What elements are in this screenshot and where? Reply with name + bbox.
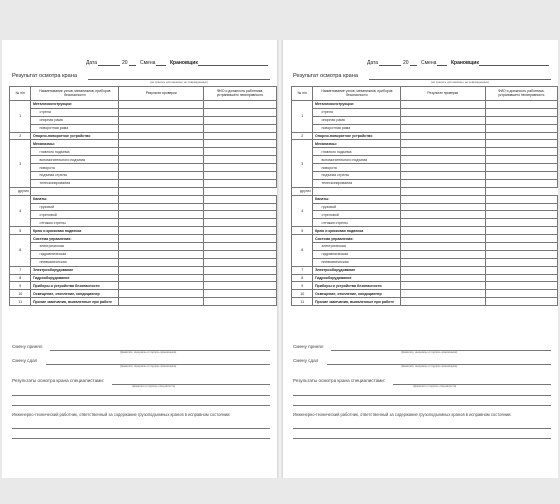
- row-number: 9: [10, 282, 31, 290]
- result-cell[interactable]: [119, 298, 204, 306]
- specialist-result-label: Результаты осмотра крана специалистами:: [12, 378, 105, 383]
- table-row: [292, 258, 558, 266]
- row-number: 9: [292, 282, 313, 290]
- engineer-label: Инженерно-технический работник, ответственный за содержание грузоподъемных кранов в исправном состоянии:: [293, 412, 512, 417]
- table-row: [292, 179, 558, 187]
- row-number: 4: [10, 195, 31, 227]
- table-row: [292, 290, 558, 298]
- row-item-label: Металлоконструкции:: [313, 101, 401, 109]
- result-cell[interactable]: [119, 274, 204, 282]
- table-row: [10, 156, 277, 164]
- table-row: [10, 179, 277, 187]
- table-row: [292, 211, 558, 219]
- row-item-label: стреловой: [31, 211, 119, 219]
- person-cell[interactable]: [485, 211, 557, 219]
- row-item-label: телескопирования: [31, 179, 119, 187]
- result-cell[interactable]: [401, 179, 485, 187]
- table-row: [292, 164, 558, 172]
- result-cell[interactable]: [401, 266, 485, 274]
- person-cell[interactable]: [485, 282, 557, 290]
- result-cell[interactable]: [401, 290, 485, 298]
- shift-received-hint: (фамилия, инициалы и подпись крановщика): [401, 351, 458, 354]
- table-row: [10, 101, 277, 109]
- result-cell[interactable]: [119, 243, 204, 251]
- person-cell[interactable]: [204, 101, 277, 109]
- result-cell[interactable]: [401, 116, 485, 124]
- person-cell[interactable]: [485, 195, 557, 203]
- person-cell[interactable]: [485, 140, 557, 148]
- shift-field[interactable]: [437, 59, 447, 66]
- person-cell[interactable]: [119, 187, 204, 195]
- col-name-header: Наименование узлов, механизмов, приборов безопасности: [31, 87, 119, 101]
- date-field[interactable]: [379, 59, 401, 66]
- result-cell[interactable]: [401, 274, 485, 282]
- result-cell[interactable]: [401, 172, 485, 180]
- shift-label: Смена: [421, 60, 437, 66]
- engineer-line-2[interactable]: [293, 438, 551, 439]
- result-cell[interactable]: [401, 132, 485, 140]
- person-cell[interactable]: [485, 148, 557, 156]
- row-item-label: Электрооборудование: [313, 266, 401, 274]
- person-cell[interactable]: [204, 274, 277, 282]
- person-cell[interactable]: [485, 101, 557, 109]
- result-cell[interactable]: [401, 298, 485, 306]
- inspection-table: [291, 86, 558, 306]
- person-cell[interactable]: [204, 227, 277, 235]
- specialist-line-2[interactable]: [12, 395, 270, 396]
- row-number: 5: [10, 227, 31, 235]
- row-number: 11: [292, 298, 313, 306]
- inspection-subtitle: (не хранить для машины, не поврежденных): [150, 80, 208, 84]
- row-number: 10: [10, 290, 31, 298]
- table-row: [292, 108, 558, 116]
- table-row: [292, 219, 558, 227]
- person-cell[interactable]: [204, 164, 277, 172]
- col-result-header: Результат проверки: [401, 87, 485, 101]
- operator-label: Крановщик: [451, 60, 479, 66]
- result-cell[interactable]: [119, 132, 204, 140]
- row-item-label: Система управления:: [31, 235, 119, 243]
- inspection-title: Результат осмотра крана: [12, 73, 77, 79]
- inspection-subtitle: (не хранить для машины, не поврежденных): [431, 80, 489, 84]
- person-cell[interactable]: [485, 124, 557, 132]
- year-field[interactable]: [410, 59, 417, 66]
- person-cell[interactable]: [485, 219, 557, 227]
- page-header: [2, 60, 277, 70]
- row-number: 1: [292, 101, 313, 133]
- result-cell[interactable]: [401, 250, 485, 258]
- person-cell[interactable]: [485, 235, 557, 243]
- table-row: [10, 108, 277, 116]
- person-cell[interactable]: [204, 108, 277, 116]
- person-cell[interactable]: [485, 203, 557, 211]
- shift-handed-label: Смену сдал: [293, 358, 319, 363]
- table-row: [10, 148, 277, 156]
- table-row: [10, 290, 277, 298]
- col-person-header: ФИО и должность работника, устранившего неисправность: [204, 87, 277, 101]
- operator-field[interactable]: [198, 59, 268, 66]
- inspection-title: Результат осмотра крана: [293, 73, 358, 79]
- row-item-label: гидравлическая: [313, 250, 401, 258]
- result-cell[interactable]: [401, 195, 485, 203]
- result-cell[interactable]: [119, 258, 204, 266]
- person-cell[interactable]: [204, 290, 277, 298]
- person-cell[interactable]: [204, 132, 277, 140]
- result-cell[interactable]: [119, 116, 204, 124]
- table-row: [10, 140, 277, 148]
- row-item-label: Прочие замечания, выявленные при работе: [313, 298, 401, 306]
- row-item-label: телескопирования: [313, 179, 401, 187]
- result-cell[interactable]: [401, 156, 485, 164]
- table-row: [10, 164, 277, 172]
- table-row: [292, 235, 558, 243]
- row-number: 4: [292, 195, 313, 227]
- engineer-line-1[interactable]: [12, 428, 270, 429]
- row-item-label: главного подъема: [31, 148, 119, 156]
- result-cell[interactable]: [119, 148, 204, 156]
- row-item-label: Опорно-поворотное устройство: [313, 132, 401, 140]
- table-row: [10, 298, 277, 306]
- table-row: [292, 156, 558, 164]
- row-item-label: Механизмы:: [31, 140, 119, 148]
- row-item-label: стрела: [31, 108, 119, 116]
- row-number: 6: [292, 235, 313, 267]
- row-item-label: вспомогательного подъема: [31, 156, 119, 164]
- row-item-label: подъема стрелы: [31, 172, 119, 180]
- col-num-header: № п/п: [10, 87, 31, 101]
- row-item-label: Механизмы:: [313, 140, 401, 148]
- operator-label: Крановщик: [170, 60, 198, 66]
- shift-field[interactable]: [156, 59, 166, 66]
- result-cell[interactable]: [119, 290, 204, 298]
- row-number: 6: [10, 235, 31, 267]
- row-number: 3: [292, 140, 313, 187]
- result-cell[interactable]: [119, 203, 204, 211]
- row-number: 7: [10, 266, 31, 274]
- table-row: [10, 250, 277, 258]
- table-row: [292, 203, 558, 211]
- row-item-label: стрела: [313, 108, 401, 116]
- table-row: [292, 148, 558, 156]
- year-field[interactable]: [129, 59, 136, 66]
- col-name-header: Наименование узлов, механизмов, приборов безопасности: [313, 87, 401, 101]
- person-cell[interactable]: [485, 298, 557, 306]
- person-cell[interactable]: [485, 132, 557, 140]
- table-row: [10, 227, 277, 235]
- row-item-label: Канаты:: [31, 195, 119, 203]
- specialist-result-label: Результаты осмотра крана специалистами:: [293, 378, 386, 383]
- person-cell[interactable]: [204, 298, 277, 306]
- result-cell[interactable]: [119, 140, 204, 148]
- table-row: [10, 258, 277, 266]
- row-item-label: Металлоконструкции:: [31, 101, 119, 109]
- result-cell[interactable]: [401, 140, 485, 148]
- table-row: [10, 132, 277, 140]
- person-cell[interactable]: [204, 235, 277, 243]
- row-item-label: электрическая: [31, 243, 119, 251]
- person-cell[interactable]: [485, 243, 557, 251]
- row-number: 7: [292, 266, 313, 274]
- row-item-label: вспомогательного подъема: [313, 156, 401, 164]
- row-item-label: Приборы и устройства безопасности: [31, 282, 119, 290]
- result-cell[interactable]: [401, 235, 485, 243]
- row-number: 11: [10, 298, 31, 306]
- row-item-label: поворотная рама: [313, 124, 401, 132]
- engineer-label: Инженерно-технический работник, ответственный за содержание грузоподъемных кранов в исправном состоянии:: [12, 412, 231, 417]
- row-number: 5: [292, 227, 313, 235]
- table-row: [292, 195, 558, 203]
- person-cell[interactable]: [485, 172, 557, 180]
- person-cell[interactable]: [401, 187, 485, 195]
- person-cell[interactable]: [485, 266, 557, 274]
- date-field[interactable]: [98, 59, 120, 66]
- operator-field[interactable]: [479, 59, 549, 66]
- table-row: [10, 274, 277, 282]
- row-item-label: Крюк и крюковая подвеска: [31, 227, 119, 235]
- person-cell[interactable]: [485, 179, 557, 187]
- table-row: [292, 101, 558, 109]
- person-cell[interactable]: [204, 179, 277, 187]
- row-number: 3: [10, 140, 31, 187]
- row-item-label: оттяжки стрелы: [313, 219, 401, 227]
- result-cell[interactable]: [401, 219, 485, 227]
- result-cell[interactable]: [119, 108, 204, 116]
- row-item-label: электрическая: [313, 243, 401, 251]
- person-cell[interactable]: [204, 203, 277, 211]
- result-cell[interactable]: [401, 203, 485, 211]
- table-row: [292, 282, 558, 290]
- row-item-label: Гидрооборудование: [313, 274, 401, 282]
- person-cell[interactable]: [204, 282, 277, 290]
- person-cell[interactable]: [485, 227, 557, 235]
- result-cell[interactable]: [119, 282, 204, 290]
- result-cell[interactable]: [401, 124, 485, 132]
- row-item-label: грузовой: [313, 203, 401, 211]
- result-cell[interactable]: [313, 187, 401, 195]
- row-number: 2: [292, 132, 313, 140]
- row-item-label: Прочие замечания, выявленные при работе: [31, 298, 119, 306]
- row-item-label: Опорно-поворотное устройство: [31, 132, 119, 140]
- table-row: [10, 172, 277, 180]
- table-row: [10, 187, 277, 195]
- row-item-label: других: [10, 187, 31, 195]
- person-cell[interactable]: [204, 124, 277, 132]
- row-item-label: опорная рама: [313, 116, 401, 124]
- person-cell[interactable]: [485, 108, 557, 116]
- shift-handed-label: Смену сдал: [12, 358, 38, 363]
- result-cell[interactable]: [401, 258, 485, 266]
- table-row: [292, 274, 558, 282]
- result-cell[interactable]: [119, 156, 204, 164]
- row-item-label: Электрооборудование: [31, 266, 119, 274]
- result-cell[interactable]: [401, 101, 485, 109]
- engineer-line-2[interactable]: [12, 438, 270, 439]
- table-row: [10, 211, 277, 219]
- table-row: [292, 116, 558, 124]
- table-row: [10, 243, 277, 251]
- result-cell[interactable]: [401, 148, 485, 156]
- person-cell[interactable]: [204, 116, 277, 124]
- row-item-label: Крюк и крюковая подвеска: [313, 227, 401, 235]
- person-cell[interactable]: [204, 140, 277, 148]
- table-row: [292, 124, 558, 132]
- table-row: [10, 219, 277, 227]
- specialist-result-hint: (фамилия и подпись специалиста): [132, 385, 176, 388]
- row-item-label: оттяжки стрелы: [31, 219, 119, 227]
- row-number: 2: [10, 132, 31, 140]
- table-row: [292, 266, 558, 274]
- row-number: 8: [10, 274, 31, 282]
- result-cell[interactable]: [119, 124, 204, 132]
- row-item-label: Гидрооборудование: [31, 274, 119, 282]
- result-cell[interactable]: [119, 179, 204, 187]
- row-item-label: пневматическая: [313, 258, 401, 266]
- person-cell[interactable]: [204, 250, 277, 258]
- result-cell[interactable]: [119, 195, 204, 203]
- table-row: [292, 172, 558, 180]
- row-number: 1: [10, 101, 31, 133]
- table-row: [10, 266, 277, 274]
- result-cell[interactable]: [401, 282, 485, 290]
- row-item-label: гидравлическая: [31, 250, 119, 258]
- col-result-header: Результат проверки: [119, 87, 204, 101]
- shift-handed-hint: (фамилия, инициалы и подпись крановщика): [401, 365, 458, 368]
- person-cell[interactable]: [204, 266, 277, 274]
- table-row: [292, 243, 558, 251]
- table-header-row: [292, 87, 558, 101]
- row-item-label: Приборы и устройства безопасности: [313, 282, 401, 290]
- row-number: 8: [292, 274, 313, 282]
- table-row: [10, 282, 277, 290]
- row-item-label: главного подъема: [313, 148, 401, 156]
- inspection-table: [9, 86, 277, 306]
- row-item-label: стреловой: [313, 211, 401, 219]
- table-row: [292, 132, 558, 140]
- result-cell[interactable]: [119, 101, 204, 109]
- right-page: [283, 40, 558, 478]
- person-cell[interactable]: [204, 258, 277, 266]
- specialist-line-2[interactable]: [293, 395, 551, 396]
- page-header: [283, 60, 558, 70]
- year-prefix: 20: [403, 60, 409, 66]
- result-cell[interactable]: [119, 235, 204, 243]
- result-cell[interactable]: [119, 266, 204, 274]
- engineer-line-1[interactable]: [293, 428, 551, 429]
- person-cell[interactable]: [485, 164, 557, 172]
- person-cell[interactable]: [485, 290, 557, 298]
- row-item-label: других: [292, 187, 313, 195]
- row-item-label: Канаты:: [313, 195, 401, 203]
- row-item-label: пневматическая: [31, 258, 119, 266]
- shift-handed-hint: (фамилия, инициалы и подпись крановщика): [120, 365, 177, 368]
- person-cell[interactable]: [204, 243, 277, 251]
- date-label: Дата: [367, 60, 379, 66]
- table-row: [292, 298, 558, 306]
- result-cell[interactable]: [401, 211, 485, 219]
- result-cell[interactable]: [119, 227, 204, 235]
- row-item-label: поворота: [31, 164, 119, 172]
- result-cell[interactable]: [119, 172, 204, 180]
- row-item-label: опорная рама: [31, 116, 119, 124]
- table-row: [10, 195, 277, 203]
- result-cell[interactable]: [401, 108, 485, 116]
- specialist-line-3[interactable]: [293, 405, 551, 406]
- col-num-header: № п/п: [292, 87, 313, 101]
- person-cell[interactable]: [204, 219, 277, 227]
- person-cell[interactable]: [485, 116, 557, 124]
- person-cell[interactable]: [485, 274, 557, 282]
- result-cell[interactable]: [119, 211, 204, 219]
- shift-received-hint: (фамилия, инициалы и подпись крановщика): [120, 351, 177, 354]
- person-cell[interactable]: [485, 156, 557, 164]
- specialist-result-hint: (фамилия и подпись специалиста): [413, 385, 457, 388]
- table-row: [10, 124, 277, 132]
- result-cell[interactable]: [31, 187, 119, 195]
- year-prefix: 20: [122, 60, 128, 66]
- table-row: [292, 250, 558, 258]
- result-cell[interactable]: [119, 250, 204, 258]
- row-item-label: поворотная рама: [31, 124, 119, 132]
- result-cell[interactable]: [401, 243, 485, 251]
- result-cell[interactable]: [401, 227, 485, 235]
- table-row: [292, 227, 558, 235]
- person-cell[interactable]: [204, 211, 277, 219]
- person-cell[interactable]: [204, 172, 277, 180]
- person-cell[interactable]: [204, 195, 277, 203]
- row-number: 10: [292, 290, 313, 298]
- specialist-line-3[interactable]: [12, 405, 270, 406]
- shift-received-label: Смену принял: [293, 344, 324, 349]
- row-item-label: грузовой: [31, 203, 119, 211]
- result-cell[interactable]: [119, 219, 204, 227]
- table-row: [10, 203, 277, 211]
- person-cell[interactable]: [204, 148, 277, 156]
- table-row: [10, 116, 277, 124]
- row-item-label: подъема стрелы: [313, 172, 401, 180]
- table-row: [292, 140, 558, 148]
- left-page: [2, 40, 277, 478]
- table-row: [10, 235, 277, 243]
- shift-received-label: Смену принял: [12, 344, 43, 349]
- row-item-label: поворота: [313, 164, 401, 172]
- table-row: [292, 187, 558, 195]
- person-cell[interactable]: [204, 156, 277, 164]
- table-header-row: [10, 87, 277, 101]
- person-cell[interactable]: [485, 258, 557, 266]
- col-person-header: ФИО и должность работника, устранившего неисправность: [485, 87, 557, 101]
- result-cell[interactable]: [119, 164, 204, 172]
- person-cell[interactable]: [485, 250, 557, 258]
- row-item-label: Освещение, отопление, кондиционер: [31, 290, 119, 298]
- result-cell[interactable]: [401, 164, 485, 172]
- row-item-label: Освещение, отопление, кондиционер: [313, 290, 401, 298]
- date-label: Дата: [86, 60, 98, 66]
- row-item-label: Система управления:: [313, 235, 401, 243]
- shift-label: Смена: [140, 60, 156, 66]
